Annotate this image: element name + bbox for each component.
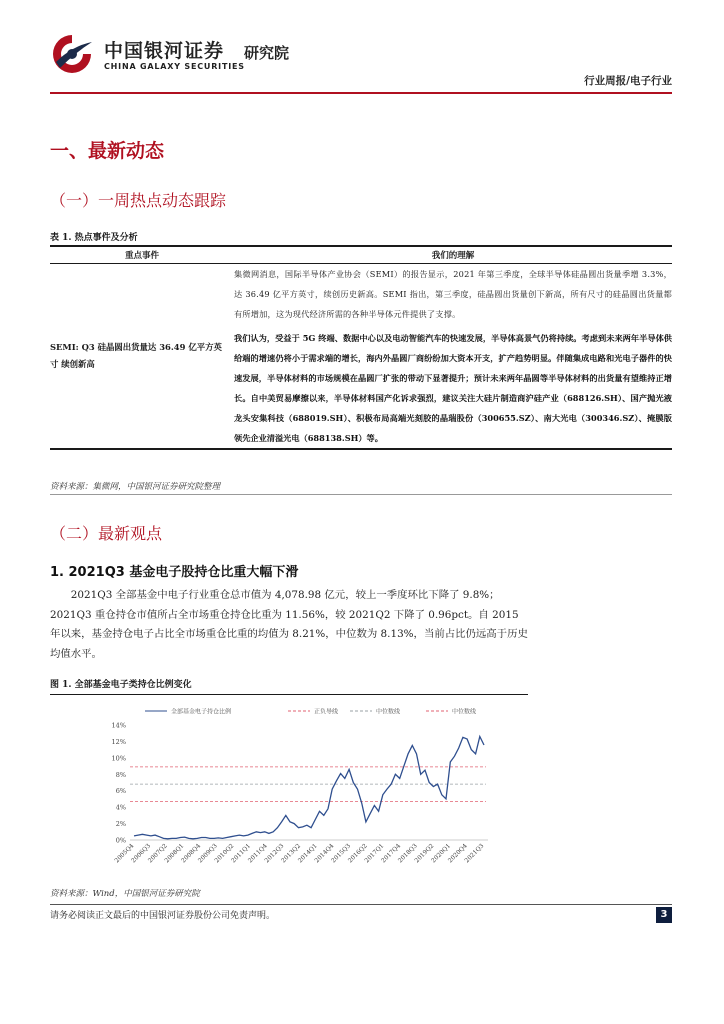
x-tick-label: 2020Q1 bbox=[430, 842, 453, 865]
legend-label: 正负导线 bbox=[314, 708, 339, 716]
x-tick-label: 2009Q3 bbox=[196, 842, 219, 865]
analysis-cell bbox=[234, 264, 672, 450]
y-tick-label: 12% bbox=[111, 737, 126, 746]
x-tick-label: 2017Q4 bbox=[380, 842, 403, 865]
disclaimer-text: 请务必阅读正文最后的中国银河证券股份公司免责声明。 bbox=[50, 911, 276, 921]
table-source: 资料来源：集微网，中国银河证券研究院整理 bbox=[50, 482, 221, 492]
event-cell bbox=[50, 264, 234, 450]
table-header-row bbox=[50, 246, 672, 264]
table-row bbox=[50, 264, 672, 450]
table-header-event: 重点事件 bbox=[50, 246, 234, 264]
x-tick-label: 2008Q1 bbox=[163, 842, 186, 865]
figure-caption: 图 1. 全部基金电子类持仓比例变化 bbox=[50, 680, 192, 690]
event-view-text: 我们认为，受益于 5G 终端、数据中心以及电动智能汽车的快速发展，半导体高景气仍将持续。考虑到未来两年半导体供给端的增速仍将小于需求端的增长，海内外晶圆厂商纷纷加大资本开支，扩产趋势明显。伴随集成电路和光电子器件的快速发展，半导体材料的市场规模在晶圆厂扩张的带动下显著提升；预计未来两年晶圆等半导体材料的出货量有望维持正增长。自中美贸易摩擦以来，半导体材料国产化诉求强烈，建议关注大硅片制造商沪硅产业（688126.SH）、国产抛光液龙头安集科技（688019.SH）、积极布局高端光刻胶的晶瑞股份（300655.SZ）、南大光电（300346.SZ）、掩膜版领先企业清溢光电（688138.SH）等。 bbox=[234, 333, 672, 443]
page-number: 3 bbox=[656, 907, 672, 923]
y-tick-label: 4% bbox=[115, 803, 126, 812]
x-tick-label: 2015Q3 bbox=[330, 842, 353, 865]
x-tick-label: 2006Q3 bbox=[130, 842, 153, 865]
source-divider bbox=[50, 494, 672, 495]
galaxy-logo-icon bbox=[50, 32, 94, 76]
legend-label: 中位数线 bbox=[376, 708, 401, 716]
x-tick-label: 2017Q1 bbox=[363, 842, 386, 865]
y-tick-label: 14% bbox=[111, 721, 126, 730]
x-tick-label: 2021Q3 bbox=[463, 842, 486, 865]
event-news-text: 集微网消息，国际半导体产业协会（SEMI）的报告显示，2021 年第三季度，全球半导体硅晶圆出货量季增 3.3%，达 36.49 亿平方英寸，续创历史新高。SEMI 指出，第三季度，硅晶圆出货量创下新高，所有尺寸的硅晶圆出货量都有所增加，这为现代经济所需的各种半导体元件提供了支撑。 bbox=[234, 269, 672, 319]
subsection-title-hot-events: （一）一周热点动态跟踪 bbox=[50, 191, 227, 210]
main-series-line bbox=[134, 737, 484, 839]
header-divider bbox=[50, 92, 672, 94]
report-type: 行业周报/电子行业 bbox=[584, 75, 672, 87]
x-tick-label: 2010Q2 bbox=[213, 842, 236, 865]
hot-events-table bbox=[50, 245, 672, 450]
y-tick-label: 6% bbox=[115, 787, 126, 796]
subsection-title-latest-views: （二）最新观点 bbox=[50, 524, 163, 543]
topic-title: 1. 2021Q3 基金电子股持仓比重大幅下滑 bbox=[50, 565, 299, 580]
holding-ratio-chart bbox=[50, 700, 528, 880]
y-tick-label: 8% bbox=[115, 770, 126, 779]
chart-y-axis bbox=[112, 722, 126, 845]
table-header-understanding: 我们的理解 bbox=[234, 246, 672, 264]
institute-name: 研究院 bbox=[244, 44, 290, 62]
chart-x-axis bbox=[113, 840, 488, 864]
event-name: SEMI: Q3 硅晶圆出货量达 36.49 亿平方英寸 续创新高 bbox=[50, 342, 222, 369]
x-tick-label: 2013Q2 bbox=[280, 842, 303, 865]
y-tick-label: 2% bbox=[115, 820, 126, 829]
section-title: 一、最新动态 bbox=[50, 140, 165, 162]
x-tick-label: 2014Q1 bbox=[296, 842, 319, 865]
y-tick-label: 10% bbox=[111, 754, 126, 763]
x-tick-label: 2018Q3 bbox=[396, 842, 419, 865]
logo-chinese-name: 中国银河证券 bbox=[104, 40, 225, 62]
chart-legend bbox=[145, 708, 476, 716]
figure-caption-divider bbox=[50, 694, 528, 695]
body-paragraph: 2021Q3 全部基金中电子行业重仓总市值为 4,078.98 亿元，较上一季度环比下降了 9.8%；2021Q3 重仓持仓市值所占全市场重仓持仓比重为 11.56%，较 2021Q2 下降了 0.96pct。自 2015 年以来，基金持仓电子占比全市场重仓比重的均值为 8.21%，中位数为 8.13%，当前占比仍远高于历史均值水平。 bbox=[50, 589, 528, 660]
footer-divider bbox=[50, 904, 672, 905]
figure-source: 资料来源：Wind，中国银河证券研究院 bbox=[50, 889, 200, 899]
x-tick-label: 2020Q4 bbox=[446, 842, 469, 865]
table-caption: 表 1. 热点事件及分析 bbox=[50, 233, 138, 243]
x-tick-label: 2011Q4 bbox=[246, 842, 269, 865]
x-tick-label: 2005Q4 bbox=[113, 842, 136, 865]
x-tick-label: 2019Q2 bbox=[413, 842, 436, 865]
x-tick-label: 2012Q3 bbox=[263, 842, 286, 865]
x-tick-label: 2016Q2 bbox=[346, 842, 369, 865]
x-tick-label: 2007Q2 bbox=[146, 842, 169, 865]
x-tick-label: 2011Q1 bbox=[230, 842, 253, 865]
x-tick-label: 2008Q4 bbox=[180, 842, 203, 865]
chart-series bbox=[130, 737, 486, 839]
y-tick-label: 0% bbox=[115, 836, 126, 845]
legend-label: 全部基金电子持仓比例 bbox=[171, 708, 232, 716]
legend-label: 中位数线 bbox=[452, 708, 477, 716]
x-tick-label: 2014Q4 bbox=[313, 842, 336, 865]
logo-english-name: CHINA GALAXY SECURITIES bbox=[104, 62, 245, 71]
topic-body bbox=[50, 586, 528, 664]
